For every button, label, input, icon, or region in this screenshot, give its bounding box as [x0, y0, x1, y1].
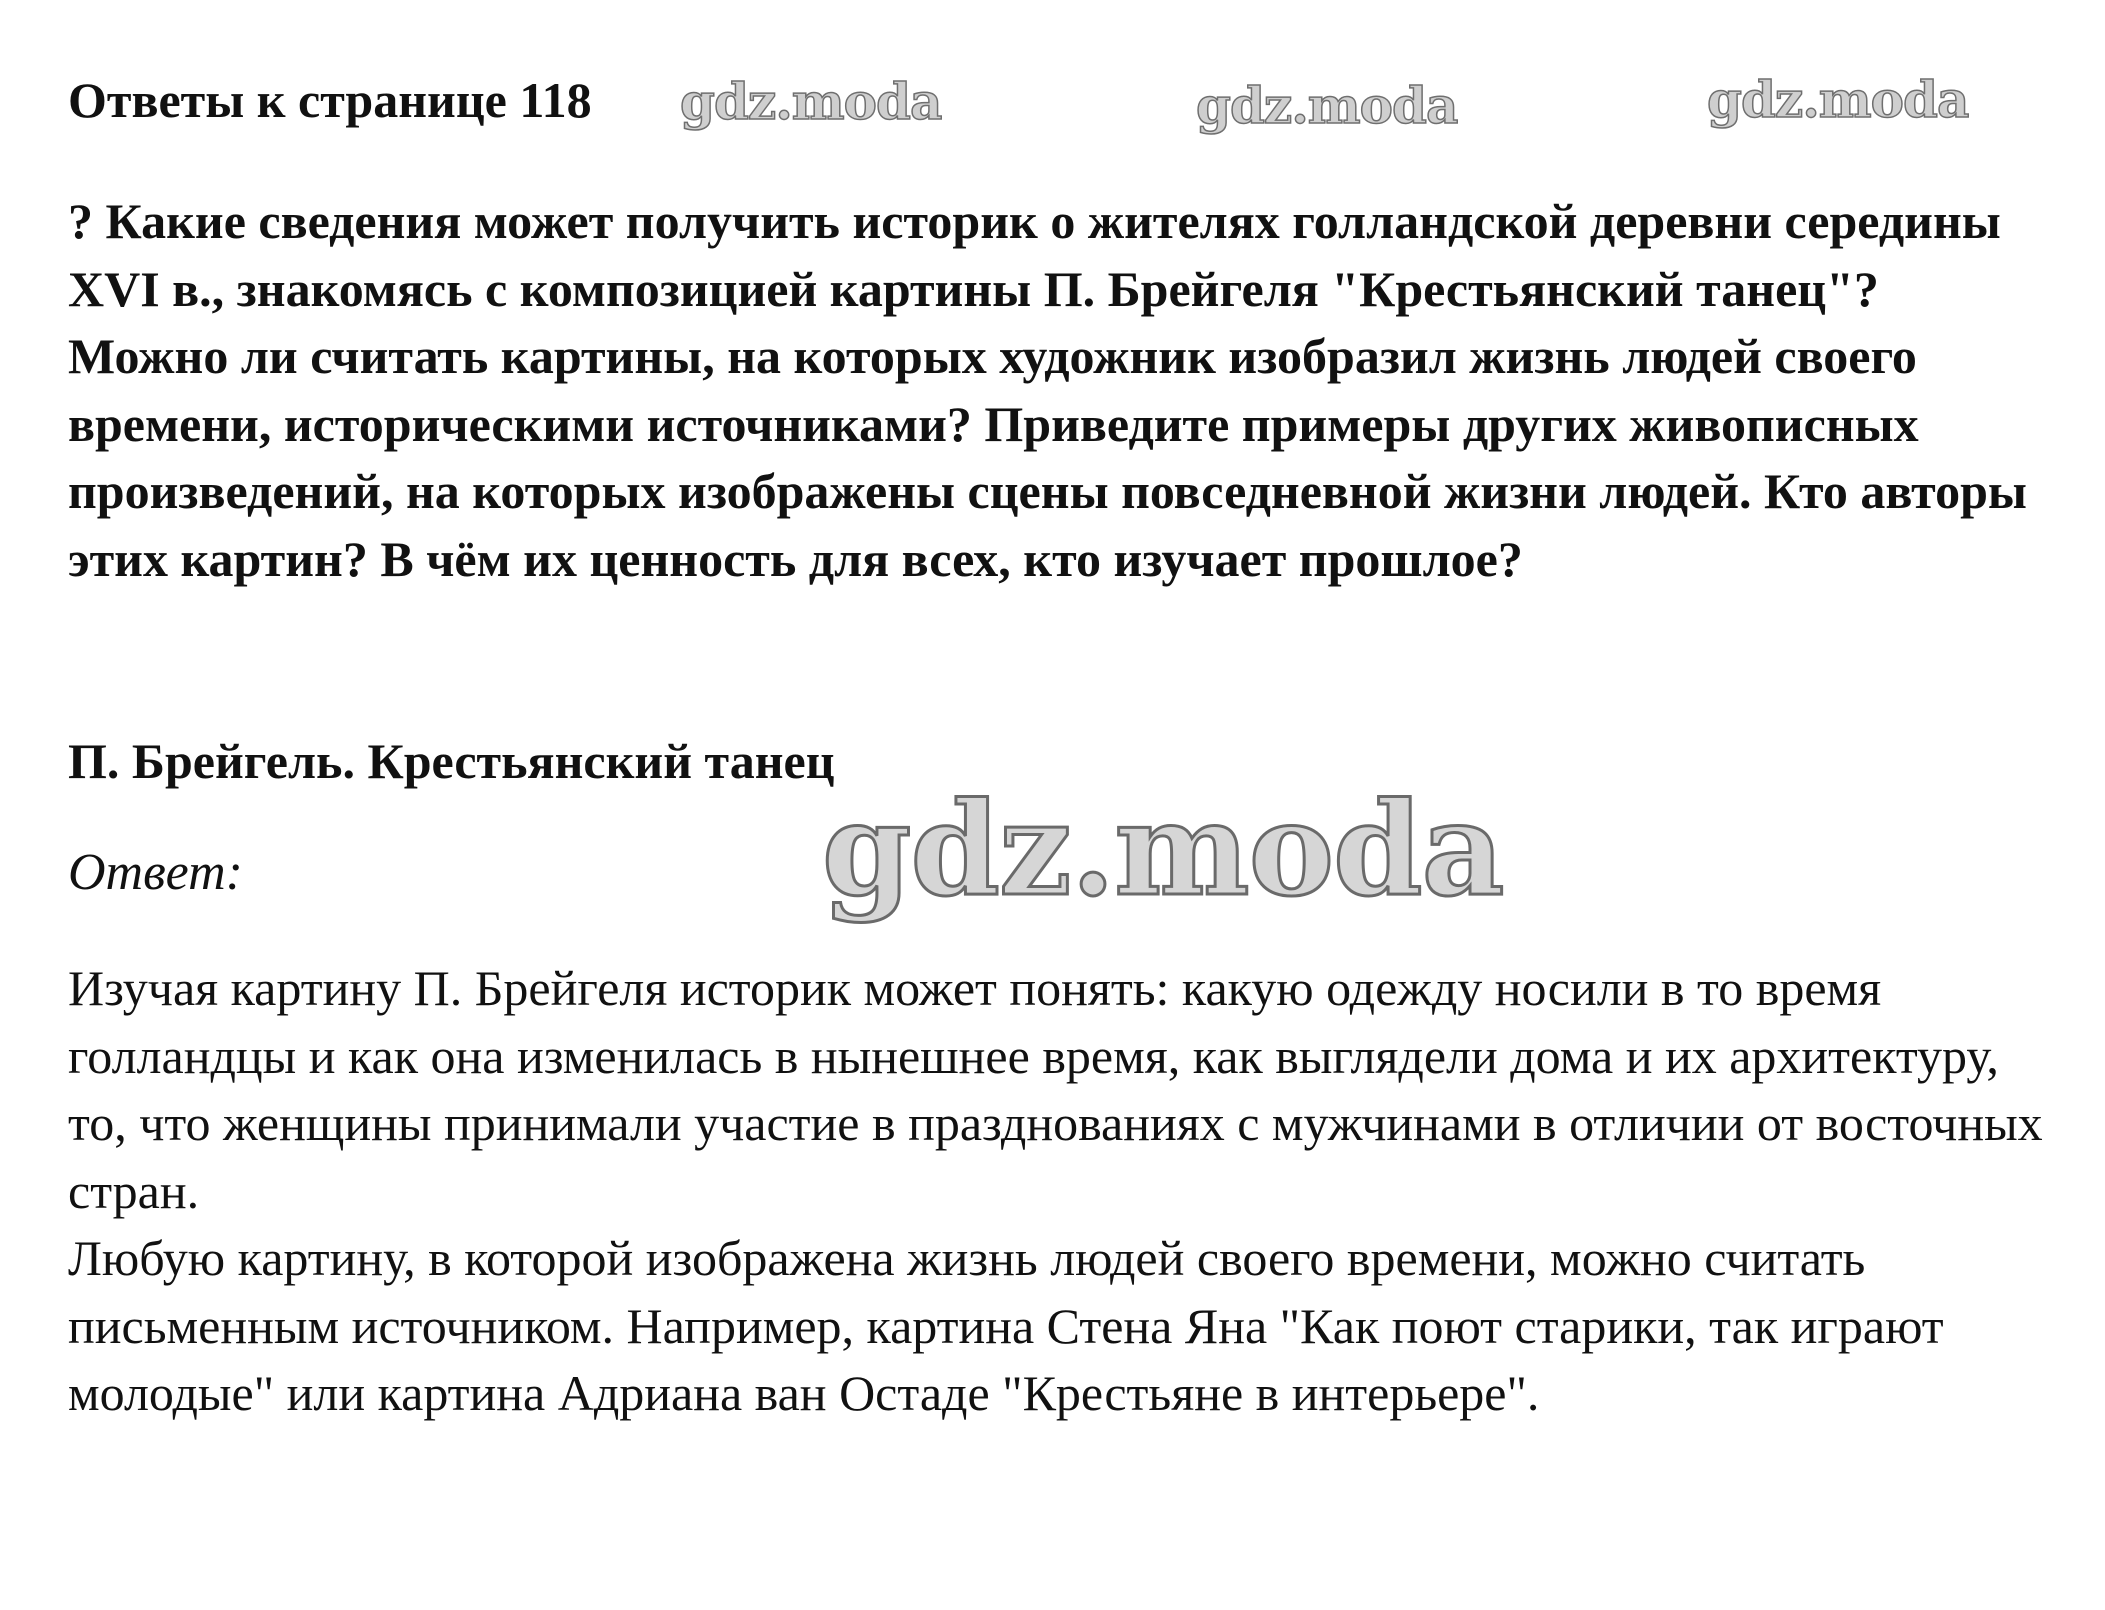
answer-body [68, 955, 2058, 1428]
answer-paragraph: Изучая картину П. Брейгеля историк может понять: какую одежду носили в то время голландцы и как она изменилась в нынешнее время, как выглядели дома и их архитектуру, то, что женщины принимали участие в празднованиях с мужчинами в отличии от восточных стран. [68, 960, 2043, 1219]
question-text: ? Какие сведения может получить историк о жителях голландской деревни середины XVI в., знакомясь с композицией картины П. Брейгеля "Крестьянский танец"? Можно ли считать картины, на которых художник изобразил жизнь людей своего времени, историческими источниками? Приведите примеры других живописных произведений, на которых изображены сцены повседневной жизни людей. Кто авторы этих картин? В чём их ценность для всех, кто изучает прошлое? [68, 193, 2027, 587]
painting-caption: П. Брейгель. Крестьянский танец [68, 733, 835, 789]
answer-label: Ответ: [68, 844, 243, 901]
watermark-top-2: gdz.moda [1196, 76, 1458, 135]
watermark-center: gdz.moda [822, 775, 1504, 925]
watermark-top-1: gdz.moda [680, 72, 942, 131]
watermark-top-3: gdz.moda [1707, 70, 1969, 129]
answer-paragraph: Любую картину, в которой изображена жизнь людей своего времени, можно считать письменным источником. Например, картина Стена Яна "Как поют старики, так играют молодые" или картина Адриана ван Остаде "Крестьяне в интерьере". [68, 1230, 1944, 1421]
page-heading: Ответы к странице 118 [68, 72, 592, 128]
